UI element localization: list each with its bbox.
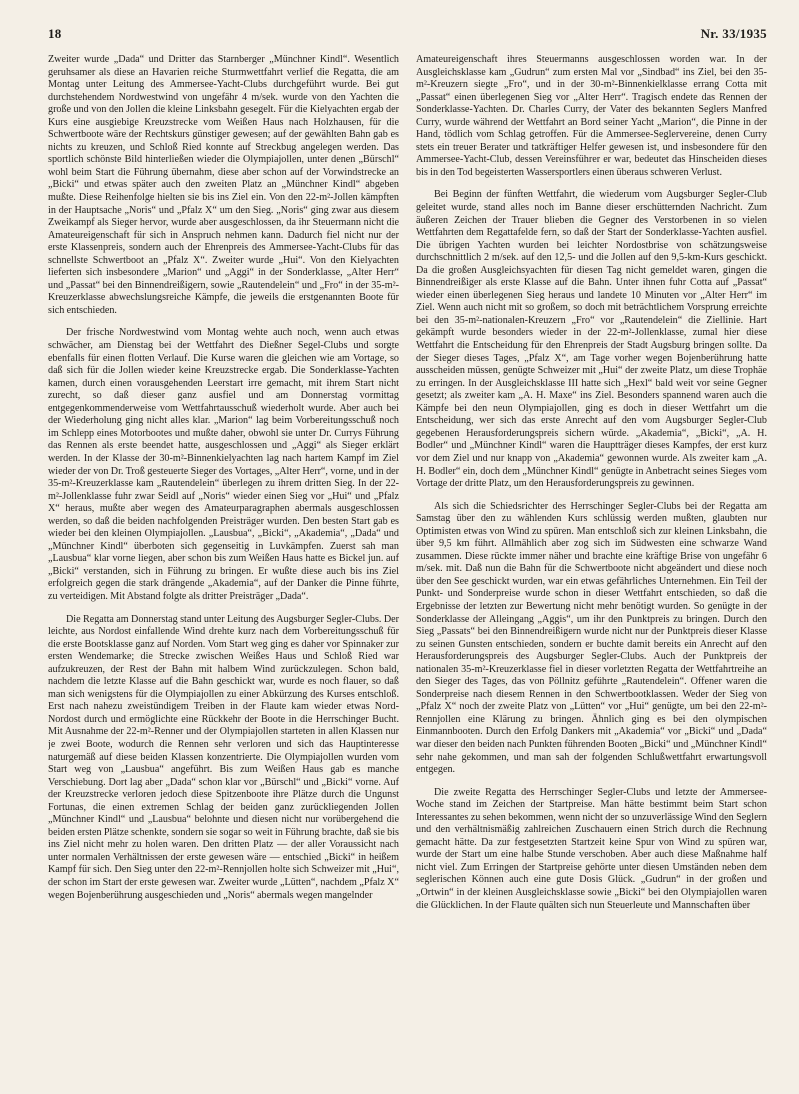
paragraph: Zweiter wurde „Dada“ und Dritter das Starnberger „Münchner Kindl“. Wesentlich geruhsamer als diese an Havarien reiche Sturmwettfahrt verlief die Regatta, die am Montag unter Leitung des Ammersee-Yacht-Clubs durchgeführt wurde. Bei gut durchstehendem Nordwestwind von ungefähr 4 m/sek. wurde von den Yachten die große und von den Jollen die kleine Linksbahn gesegelt. Für die Kielyachten ergab der Kurs eine ausgiebige Kreuzstrecke vom Weißen Haus nach Holzhausen, für die Schwertboote wäre der Rechtskurs günstiger gewesen; auf der gewählten Bahn gab es nichts zu kreuzen, und Schloß Ried konnte auf Streckbug angelegen werden. Das sportlich schönste Bild hinterließen wieder die Olympiajollen, unter denen „Bürschl“ wohl beim Start die Führung übernahm, diese aber schon auf der Vorwindstrecke an „Bicki“ und etwas später auch den zweiten Platz an „Münchner Kindl“ abgeben mußte. Diese Reihenfolge hielten sie bis ins Ziel ein. Von den 22-m²-Jollen kämpften in der Hauptsache „Noris“ und „Pfalz X“ um den Sieg. „Noris“ ging zwar aus diesem Zweikampf als Sieger hervor, wurde aber ausgeschlossen, da ihr Steuermann nicht die Amateureigenschaft für sich in Anspruch nehmen kann. Dadurch fiel nicht nur der erste Klassenpreis, sondern auch der Ehrenpreis des Ammersee-Yacht-Clubs für das schnellste Schwertboot an „Pfalz X“. Zweiter wurde „Hui“. Von den Kielyachten lieferten sich insbesondere „Marion“ und „Aggi“ in der Sonderklasse, „Alter Herr“ und „Passat“ bei den Binnendreißigern, sowie „Rautendelein“ und „Fro“ in der 35-m²-Kreuzerklasse abwechslungsreiche Kämpfe, die jeweils die erstgenannten Boote für sich entschieden. <box>48 54 399 316</box>
issue-number: Nr. 33/1935 <box>700 26 767 41</box>
paragraph: Bei Beginn der fünften Wettfahrt, die wiederum vom Augsburger Segler-Club geleitet wurde, stand alles noch im Banne dieser erschütternden Nachricht. Zum äußeren Zeichen der Trauer blieben die Gegner des Verstorbenen in so vielen Wettfahrten dem Regattafelde fern, so daß der Start der Sonderklasse-Yachten ausfiel. Die übrigen Yachten wurden bei leichter Nordostbrise von schätzungsweise durchschnittlich 2 m/sek. auf den 12,5- und die Jollen auf den 9,5-km-Kurs geschickt. Da die großen Ausgleichsyachten für diesen Tag nicht gemeldet waren, gingen die Binnendreißiger als erste Klasse auf die Bahn. Unter ihnen fuhr Cotta auf „Passat“ wieder einen überlegenen Sieg heraus und landete 10 Minuten vor „Alter Herr“ im Ziel. Wenn auch nicht mit so großem, so doch mit beträchtlichem Vorsprung erreichte bei den 35-m²-nationalen-Kreuzern „Fro“ vor „Rautendelein“ die Ziellinie. Hart gekämpft wurde besonders wieder in der 22-m²-Jollenklasse, zumal hier diese Wettfahrt die Entscheidung für den Ehrenpreis der Stadt Augsburg bringen sollte. Da der Sieger dieses Tages, „Pfalz X“, am Tage vorher wegen Bojenberührung hatte ausscheiden müssen, genügte Schweizer mit „Hui“ der zweite Platz, um diese Trophäe zu erringen. In der Ausgleichsklasse III hatte sich „Hexl“ bald weit vor seine Gegner gesetzt; als zweiter kam „A. H. Maxe“ ins Ziel. Besonders spannend waren auch die Kämpfe bei den neun Olympiajollen, ging es doch in dieser Wettfahrt um die Entscheidung, wer sich das erste Anrecht auf den vom Augsburger Segler-Club gegebenen Herausforderungspreis sichern würde. „Akademia“, „Bicki“, „A. H. Bodler“ und „Münchner Kindl“ waren die Hauptträger dieses Kampfes, der erst kurz vor dem Ziel und nur knapp von „Akademia“ gewonnen wurde. Als zweiter kam „A. H. Bodler“ ein, doch dem „Münchner Kindl“ genügte in Anbetracht seines Sieges vom Vortage der dritte Platz, um den Herausforderungspreis zu gewinnen. <box>416 189 767 490</box>
left-column <box>48 54 399 1094</box>
right-column <box>416 54 767 1094</box>
page-header <box>48 26 767 48</box>
page-number: 18 <box>48 26 62 41</box>
paragraph: Als sich die Schiedsrichter des Herrschinger Segler-Clubs bei der Regatta am Samstag über den zu wählenden Kurs schlüssig werden mußten, glaubten nur Optimisten etwas von Wind zu spüren. Man entschloß sich zur kleinen Linksbahn, die über 9,5 km führt. Allmählich aber zog sich im Südwesten eine schwarze Wand zusammen. Diese rückte immer näher und brachte eine kräftige Brise von ungefähr 6 m/sek. mit. Daß nun die Bahn für die Schwertboote nicht abgeändert und diese noch über den See geschickt wurden, war ein etwas gefährliches Unternehmen. Ein Teil der Punkt- und Sonderpreise wurde schon in dieser Wettfahrt entschieden, so daß die Ergebnisse der letzten zur Bewertung nicht mehr benötigt wurden. So genügte in der Sonderklasse der Alleingang „Aggis“, um ihr den Punktpreis zu bringen. Durch den Sieg „Passats“ bei den Binnendreißigern wurde nicht nur der Punktpreis dieser Klasse zu seinen Gunsten entschieden, sondern er buchte damit bereits ein Anrecht auf den Herausforderungspreis des Augsburger Segler-Clubs. Auch der Punktpreis der nationalen 35-m²-Kreuzerklasse fiel in dieser vorletzten Regatta der Wettfahrtreihe an den Sieger des Tages, das von Pöllnitz geführte „Rautendelein“. Offener waren die Sonderpreise nach diesem Rennen in den Schwertbootklassen. Weder der Sieg von „Pfalz X“ noch der zweite Platz von „Lütten“ vor „Hui“ genügte, um bei den 22-m²-Rennjollen eine Klärung zu bringen. Ähnlich ging es bei den olympischen Einmannbooten. Durch den Erfolg Dankers mit „Akademia“ vor „Bicki“ und „Dada“ war dieser den beiden nach Punkten führenden Booten „Bicki“ und „Münchner Kindl“ sehr nahe gekommen, und man sah der folgenden Schlußwettfahrt erwartungsvoll entgegen. <box>416 500 767 776</box>
paragraph: Die zweite Regatta des Herrschinger Segler-Clubs und letzte der Ammersee-Woche stand im Zeichen der Startpreise. Man hätte bestimmt beim Start schon Interessantes zu sehen bekommen, wenn nicht der so unzuverlässige Wind den Seglern und den verhältnismäßig zahlreichen Zuschauern einen Strich durch die Rechnung gemacht hätte. Da zur festgesetzten Startzeit keine Spur von Wind zu spüren war, wurde der Start um eine halbe Stunde verschoben. Aber auch diese Maßnahme half nicht viel. Zum Erringen der Startpreise gehörte unter diesen Umständen neben dem seglerischen Können auch eine gute Dosis Glück. „Gudrun“ in der großen und „Ortwin“ in der kleinen Ausgleichsklasse sowie „Bicki“ bei den Olympiajollen waren die Glücklichen. In der Flaute quälten sich nun Steuerleute und Mannschaften über <box>416 786 767 911</box>
paragraph: Amateureigenschaft ihres Steuermanns ausgeschlossen worden war. In der Ausgleichsklasse kam „Gudrun“ zum ersten Mal vor „Sindbad“ ins Ziel, bei den 35-m²-Kreuzern siegte „Fro“, und in der 30-m²-Binnenkielklasse errang Cotta mit „Passat“ einen überlegenen Sieg vor „Alter Herr“. Tragisch endete das Rennen der Sonderklasse-Yachten. Dr. Charles Curry, der Vater des bekannten Seglers Manfred Curry, wurde während der Wettfahrt an Bord seiner Yacht „Marion“, die Pinne in der Hand, tödlich vom Schlag getroffen. Für die Ammersee-Seglervereine, denen Curry stets ein treuer Berater und tatkräftiger Helfer gewesen ist, und insbesondere für den Ammersee-Yacht-Club, dessen Vereinsführer er war, bedeutet das Hinscheiden dieses bis in den Tod begeisterten Wassersportlers einen überaus schweren Verlust. <box>416 54 767 178</box>
paragraph: Der frische Nordwestwind vom Montag wehte auch noch, wenn auch etwas schwächer, am Dienstag bei der Wettfahrt des Dießner Segel-Clubs und sorgte ebenfalls für einen flotten Verlauf. Die Kurse waren die gleichen wie am Vortage, so daß sich für die Jollen wieder keine Kreuzstrecke ergab. Die Sonderklasse-Yachten kamen, durch einen vorausgehenden Leerstart irre gemacht, mit ihrem Start nicht zurecht, so daß dieser ganz ausfiel und am Donnerstag vormittag entgegenkommenderweise vom Wettfahrtausschuß wiederholt wurde. Aber auch bei der Wiederholung ging nicht alles klar. „Marion“ lag beim Vorbereitungsschuß noch im Schlepp eines Motorbootes und mußte daher, obwohl sie unter Dr. Currys Führung das Rennen als erste beendet hatte, ausgeschlossen und „Aggi“ als Sieger erklärt werden. In der Klasse der 30-m²-Binnenkielyachten lag nach hartem Kampf im Ziel wieder der von Dr. Troß gesteuerte Sieger des Vortages, „Alter Herr“, vorne, und in der 35-m²-Kreuzerklasse kam „Rautendelein“ überlegen zu ihrem dritten Sieg. In der 22-m²-Jollenklasse fuhr zwar Seidl auf „Noris“ wieder einen Sieg vor „Hui“ und „Pfalz X“ heraus, mußte aber wegen des Amateurparagraphen abermals ausgeschlossen werden, so daß die beiden nachfolgenden Preisträger wurden. Den besten Start gab es wieder bei den kleinen Olympiajollen. „Lausbua“, „Bicki“, „Akademia“, „Dada“ und „Münchner Kindl“ überboten sich gegenseitig in Luvkämpfen. Zuerst sah man „Lausbua“ klar vorne liegen, aber schon bis zum Weißen Haus hatte es Bickel jun. auf „Bicki“ verstanden, sich in Führung zu bringen. Er wußte diese auch bis ins Ziel erfolgreich gegen die stark drängende „Akademia“, auf der Danker die Pinne führte, zu verteidigen. Mit Abstand folgte als dritter Preisträger „Dada“. <box>48 327 399 602</box>
article-columns <box>48 54 767 1094</box>
paragraph: Die Regatta am Donnerstag stand unter Leitung des Augsburger Segler-Clubs. Der leichte, aus Nordost einfallende Wind drehte kurz nach dem Vorbereitungsschuß für die erste Bootsklasse ganz auf Norden. Vom Start weg ging es daher vor Spinnaker zur ersten Wendemarke; die Strecke zwischen Weißes Haus und Schloß Ried war aufzukreuzen, der Rest der Bahn mit halbem Wind zurückzulegen. Schon bald, nachdem die letzte Klasse auf die Bahn geschickt war, wurde es noch flauer, so daß man sich wenigstens für die Olympiajollen zu einer Abkürzung des Kurses entschloß. Erst nach nahezu zweistündigem Treiben in der Flaute kam wieder etwas Nord-Nordost durch und ermöglichte eine Rückkehr der Boote in die Herrschinger Bucht. Mit Ausnahme der 22-m²-Renner und der Olympiajollen starteten in allen Klassen nur je zwei Boote, wodurch die Rennen sehr verloren und sich das Hauptinteresse naturgemäß auf diese beiden Klassen konzentrierte. Die Olympiajollen wurden vom Start weg von „Lausbua“ angeführt. Bis zum Weißen Haus gab es manche Verschiebung. Dort lag aber „Dada“ schon klar vor „Bürschl“ und „Bicki“ vorne. Auf der Kreuzstrecke verloren jedoch diese Spitzenboote ihre Plätze durch die Ungunst Fortunas, die einen extremen Schlag der beiden ganz zurückliegenden Jollen „Münchner Kindl“ und „Lausbua“ belohnte und diesen nicht nur vorübergehend die beiden ersten Plätze schenkte, sondern sie sogar so weit in Führung brachte, daß sie bis ins Ziel nicht mehr zu holen waren. Den dritten Platz — der aller Voraussicht nach unter normalen Verhältnissen der erste gewesen wäre — entschied „Bicki“ in heißem Kampf für sich. Den Sieg unter den 22-m²-Rennjollen holte sich Schweizer mit „Hui“, der schon im Start der erste gewesen war. Zweiter wurde „Lütten“, nachdem „Pfalz X“ wegen Bojenberührung ausgeschieden und „Noris“ abermals wegen mangelnder <box>48 613 399 901</box>
